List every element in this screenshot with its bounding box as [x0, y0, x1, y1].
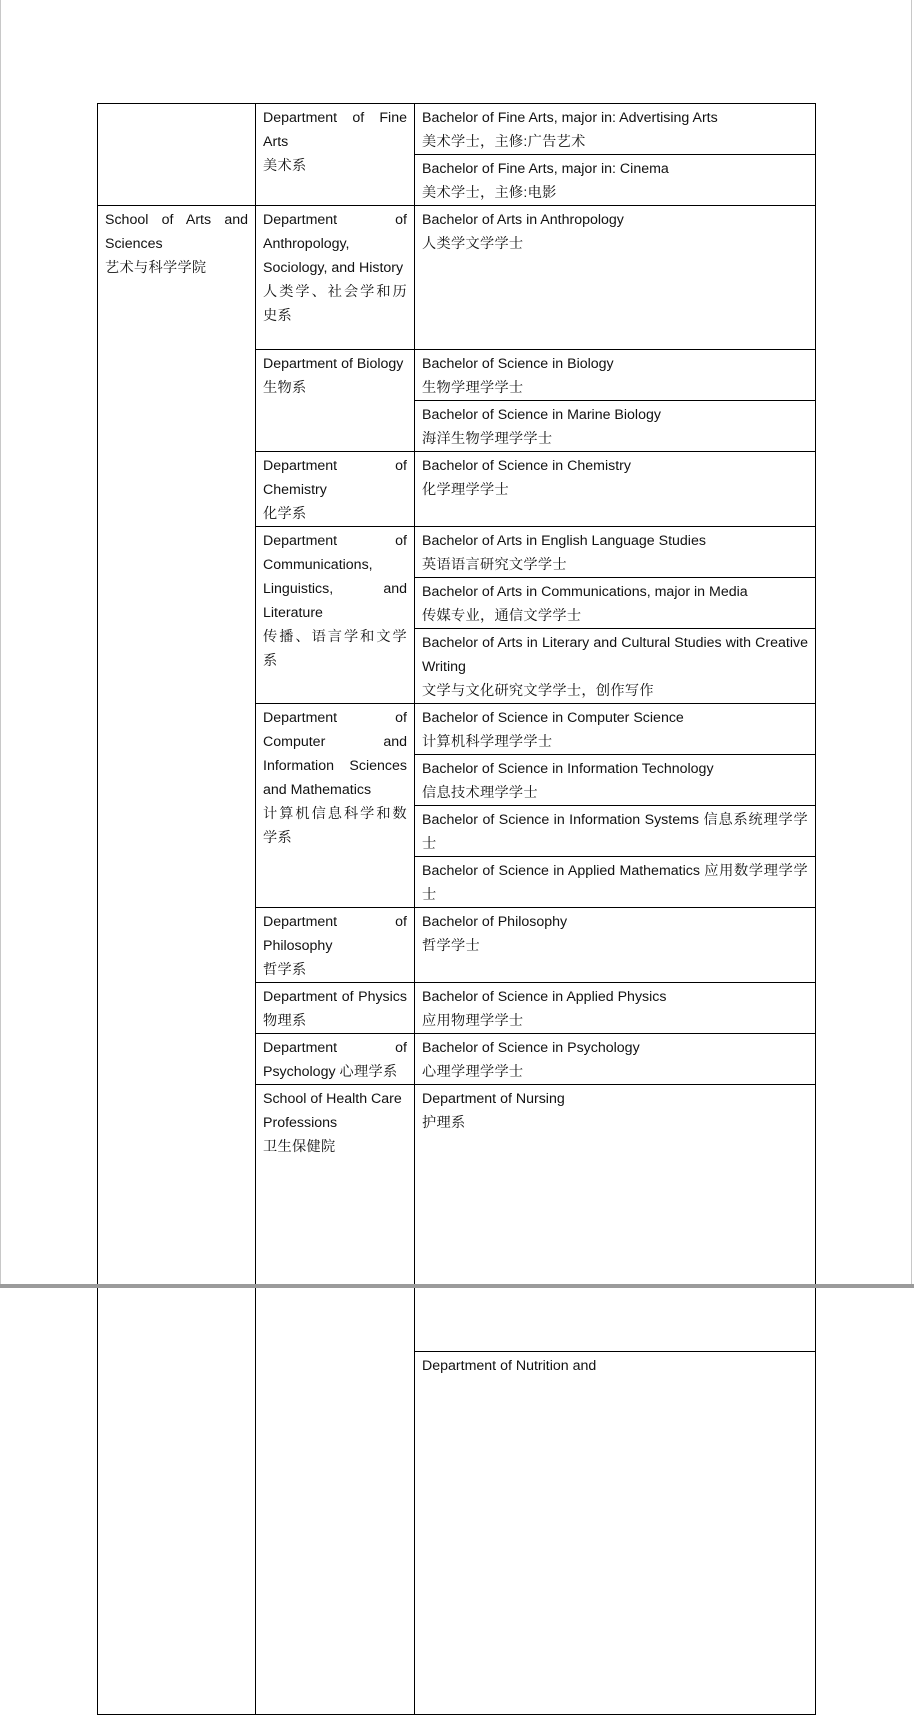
degree-name-en: Bachelor of Science in Chemistry: [422, 458, 631, 474]
department-name-en: Department of Nutrition and: [422, 1358, 597, 1374]
degree-name-zh: 传媒专业，通信文学学士: [422, 608, 582, 624]
degree-name-en: Bachelor of Science in Information Systems: [422, 812, 700, 828]
department-name-zh: 计算机信息科学和数学系: [263, 806, 407, 846]
degree-cell: [415, 527, 816, 578]
degree-name-en: Bachelor of Arts in English Language Studies: [422, 533, 706, 549]
degree-name-en: Bachelor of Science in Marine Biology: [422, 407, 661, 423]
department-name-zh: 护理系: [422, 1115, 466, 1131]
degree-cell: [415, 983, 816, 1034]
degree-name-zh: 英语语言研究文学学士: [422, 557, 567, 573]
department-name-en: Department of Biology: [263, 356, 404, 372]
department-name-zh: 哲学系: [263, 962, 307, 978]
table-row: [98, 104, 816, 155]
degree-name-zh: 信息系统理学学士: [422, 812, 808, 852]
school-name-zh: 卫生保健院: [263, 1139, 336, 1155]
degree-name-zh: 计算机科学理学学士: [422, 734, 553, 750]
degree-name-zh: 信息技术理学学士: [422, 785, 538, 801]
degree-cell: [415, 206, 816, 350]
department-name-zh: 物理系: [263, 1013, 307, 1029]
degree-cell: [415, 755, 816, 806]
department-name-en: Department of Nursing: [422, 1091, 565, 1107]
department-name-en: Department of Anthropology, Sociology, and History: [263, 212, 407, 276]
degree-cell: [415, 857, 816, 908]
degree-name-en: Bachelor of Science in Information Technology: [422, 761, 714, 777]
programs-table: [97, 103, 816, 1715]
department-name-zh: 人类学、社会学和历史系: [263, 284, 407, 324]
degree-name-en: Bachelor of Arts in Anthropology: [422, 212, 624, 228]
degree-cell: [415, 629, 816, 704]
department-name-en: Department of Psychology: [263, 1040, 407, 1080]
degree-cell: [415, 350, 816, 401]
degree-name-zh: 心理学理学学士: [422, 1064, 524, 1080]
school-cell: [256, 1085, 415, 1715]
degree-cell: [415, 578, 816, 629]
degree-name-zh: 应用数学理学学士: [422, 863, 808, 903]
degree-name-en: Bachelor of Science in Computer Science: [422, 710, 684, 726]
department-name-zh: 生物系: [263, 380, 307, 396]
degree-name-zh: 哲学学士: [422, 938, 480, 954]
degree-cell: [415, 401, 816, 452]
degree-name-zh: 生物学理学学士: [422, 380, 524, 396]
department-cell: [256, 527, 415, 704]
degree-name-zh: 应用物理学学士: [422, 1013, 524, 1029]
degree-name-zh: 美术学士，主修:电影: [422, 185, 557, 201]
department-name-en: Department of Computer and Information Sciences and Mathematics: [263, 710, 407, 798]
school-name-zh: 艺术与科学学院: [105, 260, 207, 276]
department-cell: [256, 350, 415, 452]
page-bottom-edge: [0, 1284, 914, 1288]
department-cell: [256, 983, 415, 1034]
degree-name-zh: 美术学士，主修:广告艺术: [422, 134, 586, 150]
department-name-en: Department of Fine Arts: [263, 110, 407, 150]
degree-name-zh: 化学理学学士: [422, 482, 509, 498]
degree-name-en: Bachelor of Arts in Literary and Cultural Studies with Creative Writing: [422, 635, 808, 675]
school-cell: [98, 206, 256, 1715]
degree-name-en: Bachelor of Arts in Communications, major in Media: [422, 584, 748, 600]
department-cell: [256, 908, 415, 983]
department-name-zh: 心理学系: [339, 1064, 398, 1080]
school-name-en: School of Health Care Professions: [263, 1091, 402, 1131]
table-row: [98, 206, 816, 350]
degree-cell: [415, 452, 816, 527]
department-name-zh: 传播、语言学和文学系: [263, 629, 407, 669]
degree-cell: [415, 908, 816, 983]
degree-name-zh: 文学与文化研究文学学士，创作写作: [422, 683, 654, 699]
department-cell: [415, 1352, 816, 1715]
degree-name-en: Bachelor of Science in Applied Physics: [422, 989, 667, 1005]
department-name-en: Department of Chemistry: [263, 458, 407, 498]
degree-cell: [415, 1034, 816, 1085]
department-cell: [256, 452, 415, 527]
degree-cell: [415, 104, 816, 155]
department-cell: [415, 1085, 816, 1352]
department-cell: [256, 704, 415, 908]
department-name-zh: 美术系: [263, 158, 307, 174]
degree-name-en: Bachelor of Science in Biology: [422, 356, 614, 372]
department-cell: [256, 206, 415, 350]
degree-name-en: Bachelor of Philosophy: [422, 914, 568, 930]
department-name-en: Department of Communications, Linguistics, and Literature: [263, 533, 407, 621]
degree-name-en: Bachelor of Fine Arts, major in: Advertising Arts: [422, 110, 718, 126]
degree-name-en: Bachelor of Fine Arts, major in: Cinema: [422, 161, 669, 177]
degree-cell: [415, 704, 816, 755]
department-name-en: Department of Physics: [263, 989, 407, 1005]
degree-cell: [415, 806, 816, 857]
degree-cell: [415, 155, 816, 206]
department-cell: [256, 104, 415, 206]
degree-name-zh: 人类学文学学士: [422, 236, 524, 252]
department-cell: [256, 1034, 415, 1085]
department-name-zh: 化学系: [263, 506, 307, 522]
degree-name-en: Bachelor of Science in Applied Mathematics: [422, 863, 700, 879]
degree-name-en: Bachelor of Science in Psychology: [422, 1040, 640, 1056]
school-cell-empty: [98, 104, 256, 206]
school-name-en: School of Arts and Sciences: [105, 212, 248, 252]
degree-name-zh: 海洋生物学理学学士: [422, 431, 553, 447]
department-name-en: Department of Philosophy: [263, 914, 407, 954]
